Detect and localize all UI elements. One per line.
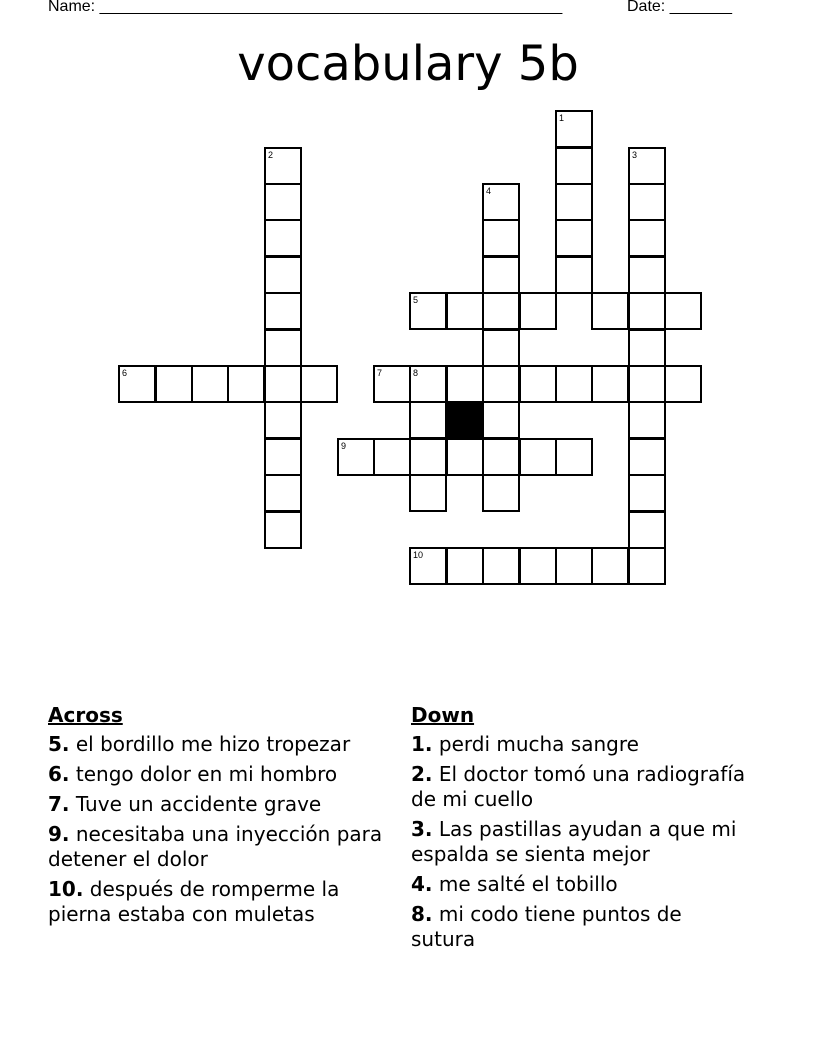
grid-cell[interactable]	[628, 219, 666, 257]
name-line: Name: ____________________________________________________	[48, 0, 563, 15]
clue-text: El doctor tomó una radiografía de mi cuello	[411, 762, 746, 811]
clue-text: perdi mucha sangre	[438, 732, 639, 756]
grid-cell[interactable]	[519, 547, 557, 585]
grid-cell[interactable]	[482, 438, 520, 476]
grid-cell[interactable]	[118, 365, 156, 403]
clue-number: 7.	[48, 792, 70, 816]
clue-text: después de romperme la pierna estaba con muletas	[48, 877, 340, 926]
grid-cell[interactable]	[264, 401, 302, 439]
clue-number: 5.	[48, 732, 70, 756]
grid-cell[interactable]	[555, 110, 593, 148]
grid-cell[interactable]	[227, 365, 265, 403]
grid-cell[interactable]	[628, 401, 666, 439]
grid-cell[interactable]	[155, 365, 193, 403]
grid-cell[interactable]	[446, 438, 484, 476]
puzzle-title: vocabulary 5b	[237, 36, 579, 92]
grid-cell[interactable]	[409, 438, 447, 476]
grid-cell[interactable]	[264, 219, 302, 257]
grid-cell[interactable]	[482, 256, 520, 294]
cell-number: 8	[413, 368, 419, 378]
cell-number: 5	[413, 295, 419, 305]
grid-cell[interactable]	[555, 219, 593, 257]
black-cell	[446, 401, 484, 439]
grid-cell[interactable]	[555, 438, 593, 476]
grid-cell[interactable]	[628, 292, 666, 330]
down-clue-2	[411, 762, 751, 812]
grid-cell[interactable]	[628, 147, 666, 185]
grid-cell[interactable]	[555, 256, 593, 294]
clue-text: el bordillo me hizo tropezar	[75, 732, 351, 756]
date-line: Date: _______	[627, 0, 732, 15]
grid-cell[interactable]	[482, 474, 520, 512]
clue-number: 2.	[411, 762, 433, 786]
grid-cell[interactable]	[591, 547, 629, 585]
clue-text: mi codo tiene puntos de sutura	[411, 902, 682, 951]
grid-cell[interactable]	[628, 183, 666, 221]
down-clue-3	[411, 817, 751, 867]
clue-text: Las pastillas ayudan a que mi espalda se sienta mejor	[411, 817, 737, 866]
grid-cell[interactable]	[628, 365, 666, 403]
grid-cell[interactable]	[482, 219, 520, 257]
grid-cell[interactable]	[591, 365, 629, 403]
down-clue-1	[411, 732, 751, 757]
grid-cell[interactable]	[482, 401, 520, 439]
grid-cell[interactable]	[264, 292, 302, 330]
grid-cell[interactable]	[482, 292, 520, 330]
grid-cell[interactable]	[446, 292, 484, 330]
clue-number: 6.	[48, 762, 70, 786]
grid-cell[interactable]	[373, 365, 411, 403]
cell-number: 6	[122, 368, 128, 378]
grid-cell[interactable]	[264, 365, 302, 403]
grid-cell[interactable]	[519, 438, 557, 476]
grid-cell[interactable]	[264, 329, 302, 367]
grid-cell[interactable]	[409, 401, 447, 439]
across-clue-9	[48, 822, 388, 872]
grid-cell[interactable]	[409, 547, 447, 585]
down-clue-4	[411, 872, 751, 897]
cell-number: 7	[377, 368, 383, 378]
cell-number: 1	[559, 113, 565, 123]
down-clues	[411, 702, 751, 957]
grid-cell[interactable]	[373, 438, 411, 476]
cell-number: 4	[486, 186, 492, 196]
grid-cell[interactable]	[482, 365, 520, 403]
grid-cell[interactable]	[446, 365, 484, 403]
grid-cell[interactable]	[628, 438, 666, 476]
grid-cell[interactable]	[482, 329, 520, 367]
grid-cell[interactable]	[446, 547, 484, 585]
down-clue-8	[411, 902, 751, 952]
across-clue-7	[48, 792, 388, 817]
grid-cell[interactable]	[264, 438, 302, 476]
across-clue-6	[48, 762, 388, 787]
grid-cell[interactable]	[555, 183, 593, 221]
down-heading: Down	[411, 703, 475, 727]
grid-cell[interactable]	[300, 365, 338, 403]
clue-number: 4.	[411, 872, 433, 896]
grid-cell[interactable]	[482, 183, 520, 221]
grid-cell[interactable]	[664, 365, 702, 403]
grid-cell[interactable]	[264, 147, 302, 185]
clue-number: 9.	[48, 822, 70, 846]
grid-cell[interactable]	[628, 256, 666, 294]
clue-text: Tuve un accidente grave	[75, 792, 322, 816]
grid-cell[interactable]	[409, 474, 447, 512]
grid-cell[interactable]	[591, 292, 629, 330]
clue-number: 10.	[48, 877, 84, 901]
grid-cell[interactable]	[264, 256, 302, 294]
grid-cell[interactable]	[409, 292, 447, 330]
grid-cell[interactable]	[519, 365, 557, 403]
across-heading: Across	[48, 703, 123, 727]
grid-cell[interactable]	[482, 547, 520, 585]
clue-number: 1.	[411, 732, 433, 756]
grid-cell[interactable]	[337, 438, 375, 476]
clue-text: necesitaba una inyección para detener el dolor	[48, 822, 383, 871]
across-clue-5	[48, 732, 388, 757]
grid-cell[interactable]	[628, 511, 666, 549]
across-clues	[48, 702, 388, 932]
cell-number: 3	[632, 150, 638, 160]
clue-text: me salté el tobillo	[438, 872, 618, 896]
cell-number: 2	[268, 150, 274, 160]
across-clue-10	[48, 877, 388, 927]
grid-cell[interactable]	[628, 329, 666, 367]
grid-cell[interactable]	[519, 292, 557, 330]
grid-cell[interactable]	[409, 365, 447, 403]
grid-cell[interactable]	[264, 183, 302, 221]
grid-cell[interactable]	[264, 511, 302, 549]
clue-text: tengo dolor en mi hombro	[75, 762, 338, 786]
grid-cell[interactable]	[628, 474, 666, 512]
grid-cell[interactable]	[191, 365, 229, 403]
clue-number: 3.	[411, 817, 433, 841]
cell-number: 9	[341, 441, 347, 451]
clue-number: 8.	[411, 902, 433, 926]
grid-cell[interactable]	[555, 547, 593, 585]
grid-cell[interactable]	[555, 365, 593, 403]
grid-cell[interactable]	[264, 474, 302, 512]
grid-cell[interactable]	[628, 547, 666, 585]
grid-cell[interactable]	[664, 292, 702, 330]
cell-number: 10	[413, 550, 424, 560]
grid-cell[interactable]	[555, 147, 593, 185]
